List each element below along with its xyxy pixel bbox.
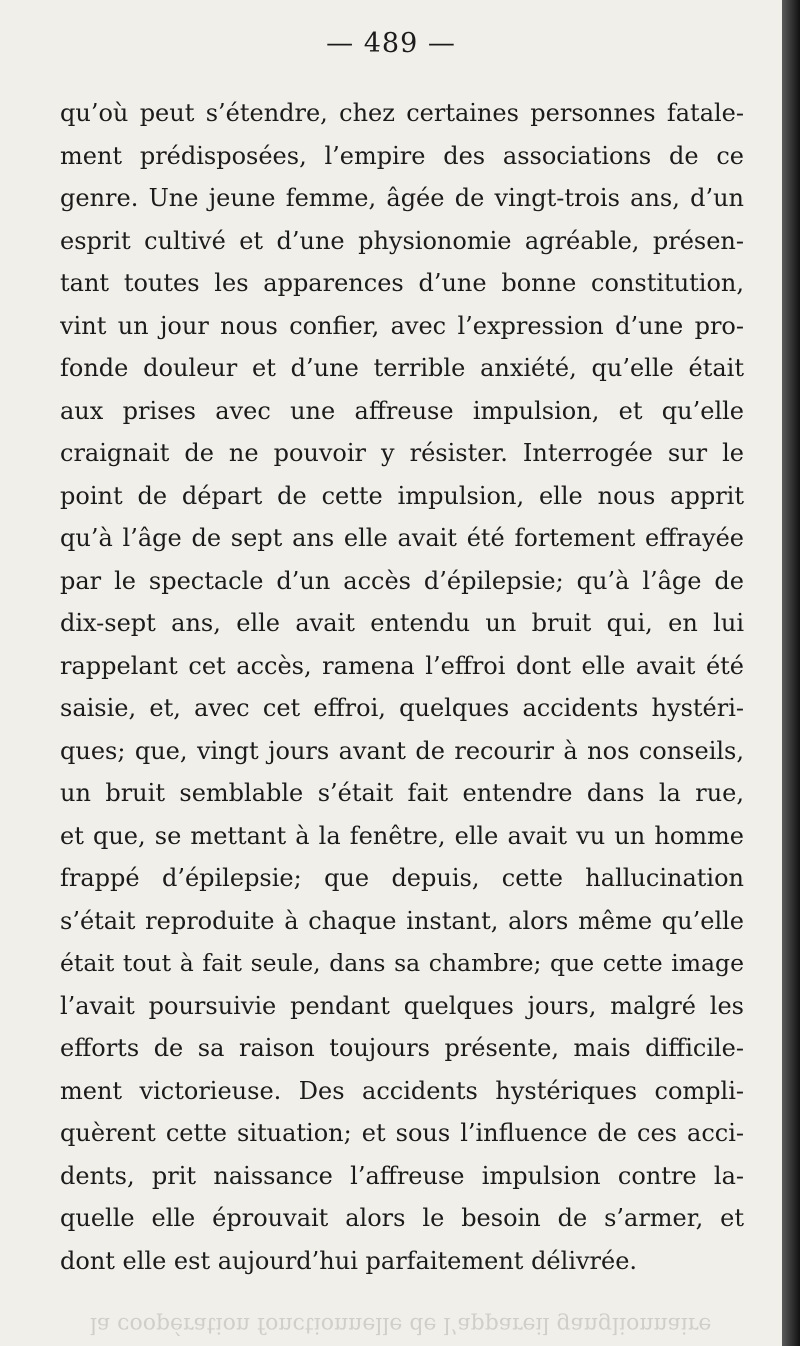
text-line: ment victorieuse. Des accidents hystériques compli-: [60, 1076, 744, 1105]
text-line: un bruit semblable s’était fait entendre dans la rue,: [60, 779, 744, 807]
text-line: fonde douleur et d’une terrible anxiété, qu’elle était: [60, 354, 744, 382]
text-line: quèrent cette situation; et sous l’influence de ces acci-: [60, 1119, 744, 1147]
bleed-through-text: la coopération fonctionnelle de l’appareil ganglionnaire: [90, 1312, 712, 1337]
text-line: vint un jour nous confier, avec l’expression d’une pro-: [60, 311, 744, 340]
text-line: dix-sept ans, elle avait entendu un bruit qui, en lui: [60, 609, 744, 637]
text-line: dents, prit naissance l’affreuse impulsion contre la-: [60, 1161, 744, 1190]
text-line: frappé d’épilepsie; que depuis, cette hallucination: [60, 864, 744, 892]
page-edge-shadow: [782, 0, 800, 1346]
text-line: point de départ de cette impulsion, elle nous apprit: [60, 481, 744, 510]
text-line: qu’à l’âge de sept ans elle avait été fortement effrayée: [60, 524, 744, 552]
text-line: qu’où peut s’étendre, chez certaines personnes fatale-: [60, 99, 744, 127]
page-number: — 489 —: [326, 28, 456, 59]
text-line: efforts de sa raison toujours présente, mais difficile-: [60, 1034, 744, 1062]
text-line: par le spectacle d’un accès d’épilepsie; qu’à l’âge de: [60, 566, 744, 595]
text-line: l’avait poursuivie pendant quelques jours, malgré les: [60, 991, 744, 1020]
text-line: s’était reproduite à chaque instant, alors même qu’elle: [60, 906, 744, 935]
text-line: rappelant cet accès, ramena l’effroi dont elle avait été: [60, 651, 744, 680]
text-line: était tout à fait seule, dans sa chambre; que cette image: [60, 949, 744, 977]
body-text: [60, 92, 744, 1282]
text-line: quelle elle éprouvait alors le besoin de s’armer, et: [60, 1204, 744, 1232]
text-line: ques; que, vingt jours avant de recourir à nos conseils,: [60, 736, 744, 765]
text-line: saisie, et, avec cet effroi, quelques accidents hystéri-: [60, 694, 744, 722]
text-line: craignait de ne pouvoir y résister. Interrogée sur le: [60, 439, 744, 467]
text-line: et que, se mettant à la fenêtre, elle avait vu un homme: [60, 821, 744, 850]
text-line: esprit cultivé et d’une physionomie agréable, présen-: [60, 226, 744, 255]
text-line: dont elle est aujourd’hui parfaitement délivrée.: [60, 1246, 638, 1275]
text-line: genre. Une jeune femme, âgée de vingt-trois ans, d’un: [60, 184, 744, 212]
text-line: tant toutes les apparences d’une bonne constitution,: [60, 269, 744, 297]
text-line: aux prises avec une affreuse impulsion, et qu’elle: [60, 396, 744, 425]
text-line: ment prédisposées, l’empire des associations de ce: [60, 141, 744, 170]
